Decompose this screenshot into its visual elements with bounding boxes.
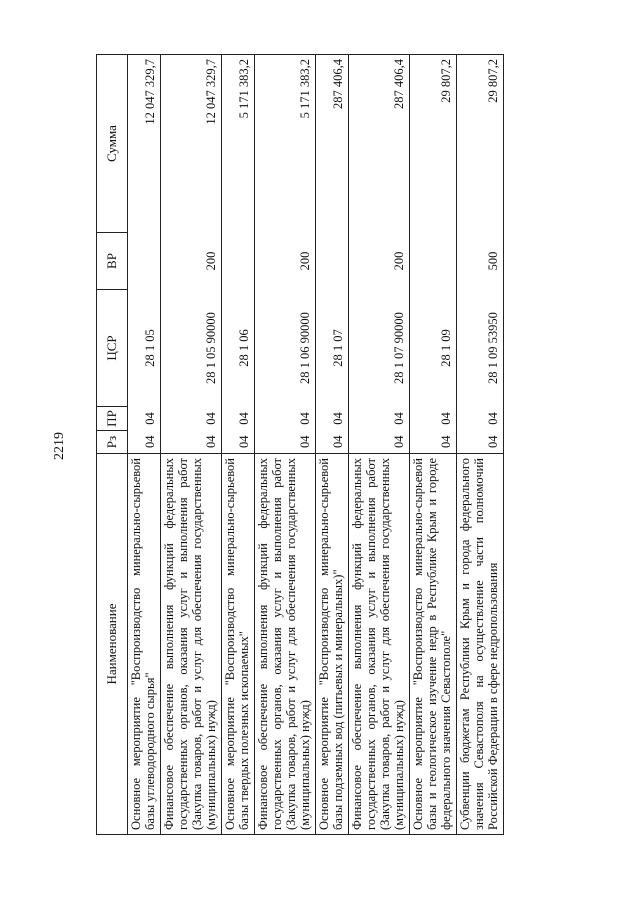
table-row bbox=[410, 55, 457, 835]
cell-pr: 04 bbox=[161, 407, 222, 431]
cell-rz: 04 bbox=[316, 431, 349, 454]
cell-vr bbox=[222, 233, 255, 290]
header-csr: ЦСР bbox=[97, 290, 128, 407]
header-vr: ВР bbox=[97, 233, 128, 290]
cell-vr bbox=[316, 233, 349, 290]
table-row bbox=[457, 55, 504, 835]
cell-vr: 200 bbox=[255, 233, 316, 290]
header-pr: ПР bbox=[97, 407, 128, 431]
table-header bbox=[97, 55, 128, 835]
header-rz: Рз bbox=[97, 431, 128, 454]
cell-pr: 04 bbox=[222, 407, 255, 431]
cell-csr: 28 1 05 90000 bbox=[161, 290, 222, 407]
cell-rz: 04 bbox=[457, 431, 504, 454]
cell-sum: 287 406,4 bbox=[316, 55, 349, 233]
cell-csr: 28 1 09 53950 bbox=[457, 290, 504, 407]
cell-pr: 04 bbox=[316, 407, 349, 431]
cell-name: Субвенции бюджетам Республики Крым и города федерального значения Севастополя на осуществление части полномочий Российской Федерации в сфере недропользования bbox=[457, 454, 504, 835]
cell-csr: 28 1 06 bbox=[222, 290, 255, 407]
cell-sum: 29 807,2 bbox=[457, 55, 504, 233]
cell-vr: 200 bbox=[161, 233, 222, 290]
cell-rz: 04 bbox=[349, 431, 410, 454]
cell-csr: 28 1 09 bbox=[410, 290, 457, 407]
cell-vr bbox=[128, 233, 161, 290]
header-name: Наименование bbox=[97, 454, 128, 835]
page-number: 2219 bbox=[52, 432, 67, 460]
cell-name: Финансовое обеспечение выполнения функций федеральных государственных органов, оказания услуг и выполнения работ (Закупка товаров, работ и услуг для обеспечения государственных (муниципальных) нужд) bbox=[349, 454, 410, 835]
header-sum: Сумма bbox=[97, 55, 128, 233]
cell-sum: 12 047 329,7 bbox=[128, 55, 161, 233]
cell-pr: 04 bbox=[255, 407, 316, 431]
cell-sum: 5 171 383,2 bbox=[255, 55, 316, 233]
cell-sum: 287 406,4 bbox=[349, 55, 410, 233]
cell-csr: 28 1 06 90000 bbox=[255, 290, 316, 407]
cell-csr: 28 1 07 bbox=[316, 290, 349, 407]
cell-vr: 500 bbox=[457, 233, 504, 290]
cell-sum: 5 171 383,2 bbox=[222, 55, 255, 233]
table-row bbox=[255, 55, 316, 835]
cell-rz: 04 bbox=[161, 431, 222, 454]
cell-rz: 04 bbox=[410, 431, 457, 454]
cell-vr bbox=[410, 233, 457, 290]
table-row bbox=[316, 55, 349, 835]
table-row bbox=[222, 55, 255, 835]
cell-csr: 28 1 05 bbox=[128, 290, 161, 407]
cell-name: Основное мероприятие "Воспроизводство минерально-сырьевой базы твердых полезных ископаемых" bbox=[222, 454, 255, 835]
cell-name: Основное мероприятие "Воспроизводство минерально-сырьевой базы и геологическое изучение недр в Республике Крым и городе федерального значения Севастополе" bbox=[410, 454, 457, 835]
cell-name: Основное мероприятие "Воспроизводство минерально-сырьевой базы подземных вод (питьевых и минеральных)" bbox=[316, 454, 349, 835]
cell-pr: 04 bbox=[410, 407, 457, 431]
cell-pr: 04 bbox=[457, 407, 504, 431]
cell-name: Финансовое обеспечение выполнения функций федеральных государственных органов, оказания услуг и выполнения работ (Закупка товаров, работ и услуг для обеспечения государственных (муниципальных) нужд) bbox=[161, 454, 222, 835]
cell-rz: 04 bbox=[222, 431, 255, 454]
cell-name: Финансовое обеспечение выполнения функций федеральных государственных органов, оказания услуг и выполнения работ (Закупка товаров, работ и услуг для обеспечения государственных (муниципальных) нужд) bbox=[255, 454, 316, 835]
cell-vr: 200 bbox=[349, 233, 410, 290]
cell-pr: 04 bbox=[128, 407, 161, 431]
cell-pr: 04 bbox=[349, 407, 410, 431]
table-row bbox=[349, 55, 410, 835]
cell-sum: 29 807,2 bbox=[410, 55, 457, 233]
cell-name: Основное мероприятие "Воспроизводство минерально-сырьевой базы углеводородного сырья" bbox=[128, 454, 161, 835]
cell-sum: 12 047 329,7 bbox=[161, 55, 222, 233]
rotated-page bbox=[96, 55, 606, 835]
table-row bbox=[161, 55, 222, 835]
cell-csr: 28 1 07 90000 bbox=[349, 290, 410, 407]
cell-rz: 04 bbox=[128, 431, 161, 454]
budget-table bbox=[96, 54, 504, 835]
table-row bbox=[128, 55, 161, 835]
cell-rz: 04 bbox=[255, 431, 316, 454]
